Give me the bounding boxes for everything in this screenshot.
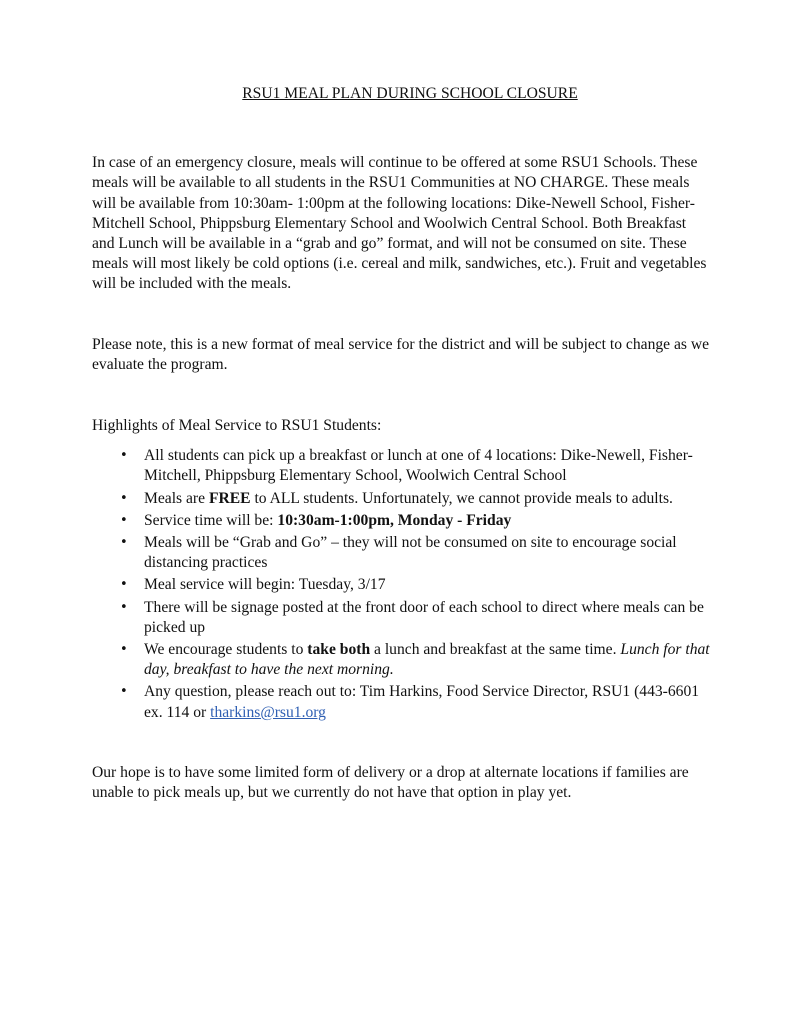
bold-text: take both (307, 641, 371, 659)
email-link[interactable]: tharkins@rsu1.org (210, 703, 326, 721)
bullet-text: to ALL students. Unfortunately, we cannot provide meals to adults. (250, 489, 673, 507)
bullet-text: We encourage students to (144, 641, 308, 659)
bullet-text: Service time will be: (144, 511, 278, 529)
list-item-free-meals (144, 489, 712, 509)
document-title: RSU1 MEAL PLAN DURING SCHOOL CLOSURE (242, 85, 578, 102)
list-item-take-both (144, 640, 712, 680)
bullet-text: Any question, please reach out to: Tim Harkins, Food Service Director, RSU1 (443-6601 ex. 114 or (144, 683, 700, 721)
highlights-list (92, 446, 712, 723)
intro-paragraph: In case of an emergency closure, meals will continue to be offered at some RSU1 Schools. These meals will be available to all students in the RSU1 Communities at NO CHARGE. These meals will be available from 10:30am- 1:00pm at the following locations: Dike-Newell School, Fisher-Mitchell School, Phippsburg Elementary School and Woolwich Central School. Both Breakfast and Lunch will be available in a “grab and go” format, and will not be consumed on site. These meals will most likely be cold options (i.e. cereal and milk, sandwiches, etc.). Fruit and vegetables will be included with the meals. (92, 154, 707, 293)
bullet-text: All students can pick up a breakfast or lunch at one of 4 locations: Dike-Newell, Fisher-Mitchell, Phippsburg Elementary School, Woolwich Central School (144, 447, 693, 485)
list-item-start-date (144, 575, 712, 595)
list-item-grab-and-go (144, 533, 712, 573)
bold-text: 10:30am-1:00pm, Monday - Friday (277, 511, 512, 529)
list-item-contact (144, 682, 712, 722)
closing-paragraph: Our hope is to have some limited form of delivery or a drop at alternate locations if families are unable to pick meals up, but we currently do not have that option in play yet. (92, 763, 689, 802)
bold-text: FREE (208, 489, 251, 507)
list-item-signage (144, 598, 712, 638)
italic-text: Lunch for that day, breakfast to have the next morning. (144, 641, 710, 679)
bullet-text: Meal service will begin: Tuesday, 3/17 (144, 576, 386, 594)
note-paragraph: Please note, this is a new format of meal service for the district and will be subject to change as we evaluate the program. (92, 335, 710, 373)
bullet-text: There will be signage posted at the front door of each school to direct where meals can be picked up (144, 598, 704, 636)
document-page (92, 84, 712, 803)
highlights-heading: Highlights of Meal Service to RSU1 Students: (92, 417, 382, 435)
bullet-text: a lunch and breakfast at the same time. (370, 641, 621, 659)
list-item-service-time (144, 511, 712, 531)
list-item-locations (144, 446, 712, 486)
bullet-text: Meals will be “Grab and Go” – they will not be consumed on site to encourage social distancing practices (144, 534, 677, 572)
bullet-text: Meals are (144, 489, 209, 507)
